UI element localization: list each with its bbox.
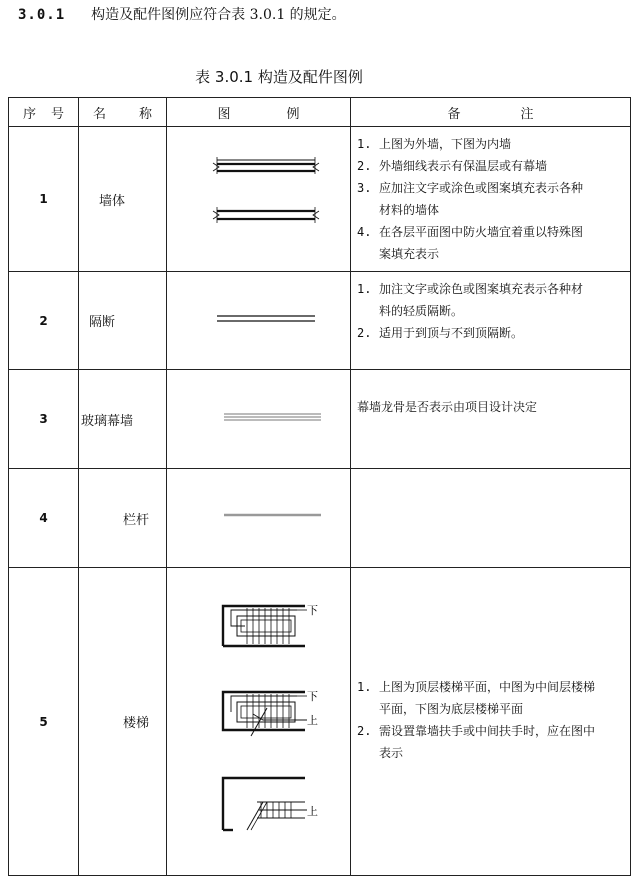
partition-symbol-icon — [167, 272, 351, 370]
header-name: 名 称 — [79, 98, 167, 127]
row-name: 墙体 — [79, 127, 167, 272]
table-row — [9, 127, 631, 272]
note-text: 幕墙龙骨是否表示由项目设计决定 — [357, 400, 538, 414]
glass-curtain-wall-symbol-icon — [167, 370, 351, 469]
clause-text: 构造及配件图例应符合表 3.0.1 的规定。 — [91, 7, 346, 23]
table-row — [9, 370, 631, 469]
row-name: 栏杆 — [79, 469, 167, 568]
note-item: 3. 应加注文字或涂色或图案填充表示各种 材料的墙体 — [357, 181, 584, 217]
header-legend: 图 例 — [167, 98, 351, 127]
legend-table — [8, 97, 631, 876]
table-caption: 表 3.0.1 构造及配件图例 — [195, 68, 363, 86]
row-seq: 1 — [9, 127, 79, 272]
note-item: 4. 在各层平面图中防火墙宜着重以特殊图 案填充表示 — [357, 225, 584, 261]
wall-symbol-icon — [167, 127, 351, 272]
table-row — [9, 568, 631, 876]
stair-down-label: 下 — [307, 604, 318, 617]
stair-symbol-icon — [167, 568, 351, 876]
table-header-row — [9, 98, 631, 127]
header-notes: 备 注 — [351, 98, 631, 127]
note-item: 2. 适用于到顶与不到顶隔断。 — [357, 326, 524, 340]
table-row — [9, 272, 631, 370]
header-seq: 序 号 — [9, 98, 79, 127]
stair-up-label: 上 — [307, 805, 318, 818]
note-item: 1. 上图为顶层楼梯平面，中图为中间层楼梯 平面，下图为底层楼梯平面 — [357, 679, 596, 716]
row-notes — [351, 469, 631, 568]
row-notes — [351, 272, 631, 370]
row-name: 玻璃幕墙 — [79, 370, 167, 469]
note-item: 1. 加注文字或涂色或图案填充表示各种材 料的轻质隔断。 — [357, 282, 584, 318]
row-notes — [351, 568, 631, 876]
row-name: 隔断 — [79, 272, 167, 370]
row-seq: 4 — [9, 469, 79, 568]
row-name: 楼梯 — [79, 568, 167, 876]
row-seq: 5 — [9, 568, 79, 876]
note-item: 1. 上图为外墙，下图为内墙 — [357, 137, 512, 151]
railing-symbol-icon — [167, 469, 351, 568]
clause-line — [18, 4, 346, 24]
row-seq: 3 — [9, 370, 79, 469]
row-notes — [351, 370, 631, 469]
note-item: 2. 外墙细线表示有保温层或有幕墙 — [357, 159, 548, 173]
clause-number: 3.0.1 — [18, 7, 66, 23]
stair-up-label: 上 — [307, 714, 318, 727]
note-item: 2. 需设置靠墙扶手或中间扶手时，应在图中 表示 — [357, 723, 596, 760]
row-notes — [351, 127, 631, 272]
stair-down-label: 下 — [307, 690, 318, 703]
row-seq: 2 — [9, 272, 79, 370]
table-row — [9, 469, 631, 568]
